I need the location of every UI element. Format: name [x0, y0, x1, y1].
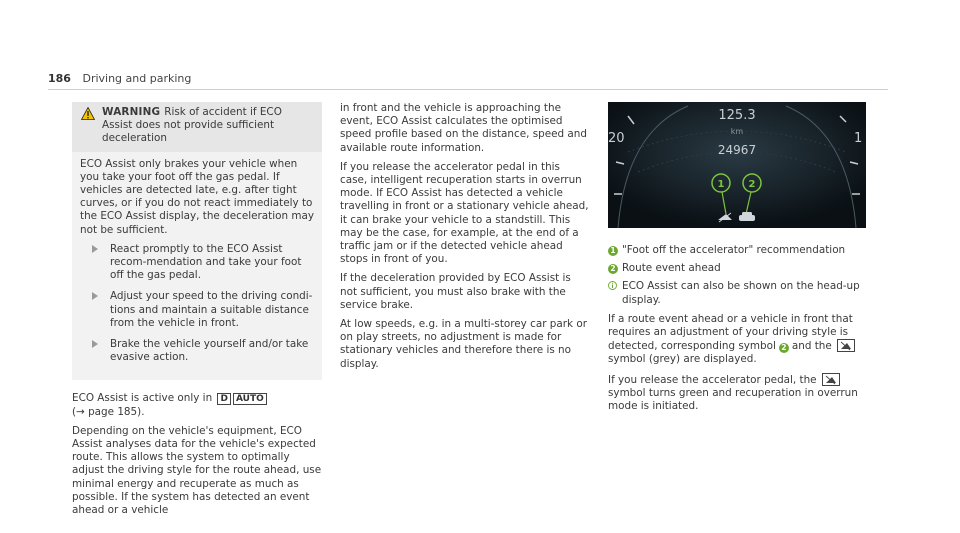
column-3: [608, 102, 866, 419]
legend-text: "Foot off the accelerator" recommendation: [622, 244, 846, 256]
column-2: [340, 102, 590, 377]
note-text: ECO Assist can also be shown on the head-up display.: [622, 280, 860, 306]
warning-step: [80, 338, 314, 364]
info-icon: [608, 281, 617, 290]
symbol-paragraph-1: If a route event ahead or a vehicle in front that requires an adjustment of your driving style is detected, corresponding symbol 2 and the symbol (grey) are displayed.: [608, 313, 866, 367]
symbol-paragraph-2: If you release the accelerator pedal, the symbol turns green and recuperation in overrun mode is initiated.: [608, 373, 858, 413]
warning-body-text: ECO Assist only brakes your vehicle when you take your foot off the gas pedal. If vehicles are detected late, e.g. after tight curves, or if you do not react immediately to the ECO Assist display, the deceleration may not be sufficient.: [80, 157, 314, 236]
warning-heading: [72, 102, 322, 152]
odometer-value: 24967: [717, 143, 757, 157]
arrow-bullet-icon: [92, 292, 98, 300]
warning-triangle-icon: [81, 107, 95, 120]
distance-unit: km: [730, 127, 744, 136]
arrow-bullet-icon: [92, 340, 98, 348]
callout-2-label: 2: [748, 179, 756, 190]
callout-badge-icon: 2: [779, 343, 789, 353]
warning-step-text: Adjust your speed to the driving condi-tions and maintain a suitable distance from the vehicle in front.: [110, 290, 313, 329]
warning-body: [72, 152, 322, 381]
eco-assist-symbol-icon: [837, 339, 855, 352]
page-reference-link[interactable]: (→ page 185).: [72, 405, 145, 418]
warning-title: WARNING: [102, 106, 161, 118]
arrow-bullet-icon: [92, 245, 98, 253]
legend-text: Route event ahead: [622, 262, 721, 275]
paragraph: If the deceleration provided by ECO Assist is not sufficient, you must also brake with the service brake.: [340, 272, 571, 311]
callout-1-label: 1: [717, 179, 725, 190]
paragraph: At low speeds, e.g. in a multi-storey car park or on play streets, no adjustment is made for stationary vehicles and therefore there is no display.: [340, 318, 587, 370]
info-note: [608, 280, 866, 306]
page-number: 186: [48, 72, 71, 85]
speed-scale-left: 20: [608, 131, 625, 146]
legend-item: [608, 244, 866, 257]
active-mode-text: [72, 392, 322, 418]
trip-distance: 125.3: [718, 108, 756, 123]
callout-badge-icon: 1: [608, 246, 618, 256]
instrument-cluster-image: [608, 102, 866, 228]
analysis-paragraph: Depending on the vehicle's equipment, ECO Assist analyses data for the vehicle's expected route. This allows the system to optimally adjust the driving style for the route ahead, use minimal energy and recuperate as much as possible. If the system has detected an event ahead or a vehicle: [72, 424, 322, 517]
active-prefix: ECO Assist is active only in: [72, 392, 213, 405]
warning-step-text: React promptly to the ECO Assist recom-mendation and take your foot off the gas pedal.: [110, 242, 302, 282]
paragraph: in front and the vehicle is approaching the event, ECO Assist calculates the optimised speed profile based on the distance, speed and available route information.: [340, 102, 587, 154]
warning-step-text: Brake the vehicle yourself and/or take evasive action.: [110, 338, 309, 364]
rpm-scale-right: 1: [854, 131, 863, 146]
d-mode-icon: D: [217, 393, 230, 405]
auto-mode-icon: AUTO: [233, 393, 267, 405]
header-divider: [48, 89, 888, 90]
column-1: [72, 102, 322, 523]
eco-assist-symbol-icon: [822, 373, 840, 386]
section-title: Driving and parking: [82, 72, 192, 85]
warning-step: [80, 243, 314, 283]
paragraph: If you release the accelerator pedal in this case, intelligent recuperation starts in overrun mode. If ECO Assist has detected a vehicle travelling in front or a stationary vehicle ahead, it can brake your vehicle to a standstill. This may be the case, for example, at the end of a traffic jam or if the detected vehicle ahead stops in front of you.: [340, 160, 589, 266]
cluster-graphic: [608, 102, 866, 228]
callout-badge-icon: 2: [608, 264, 618, 274]
warning-step: [80, 290, 314, 330]
warning-heading-text: Risk of accident if ECO Assist does not provide sufficient deceleration: [102, 106, 282, 145]
warning-box: [72, 102, 322, 380]
page-header: [48, 72, 191, 85]
legend-item: [608, 262, 866, 275]
